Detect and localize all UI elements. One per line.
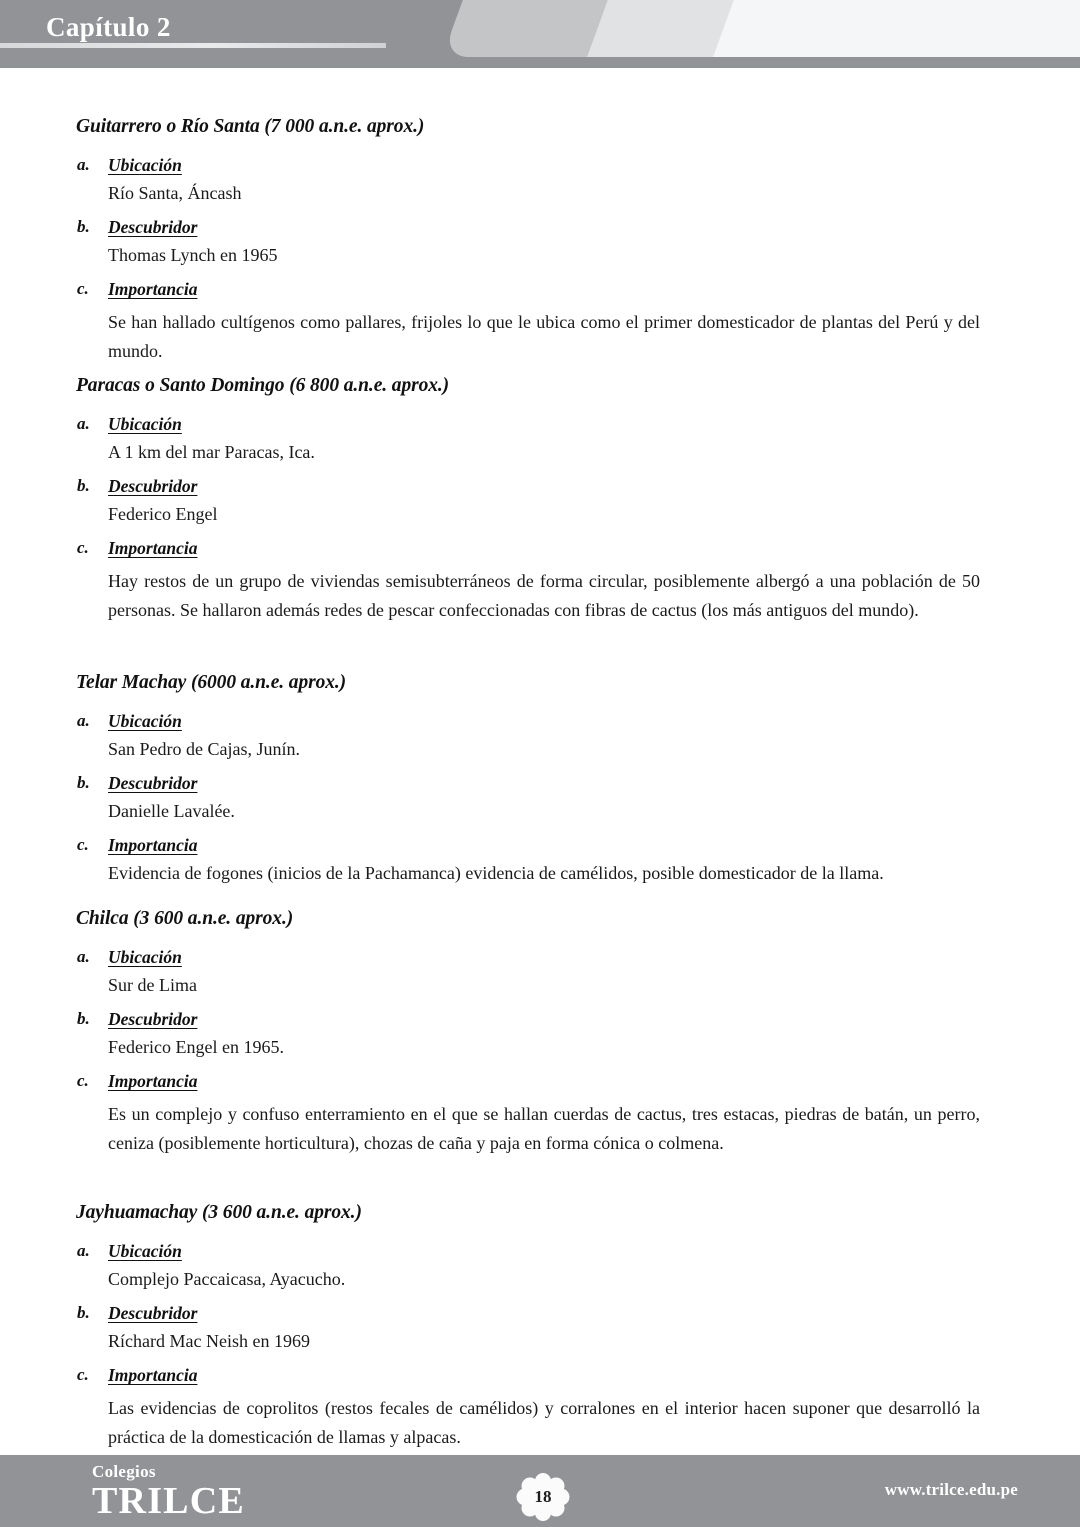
- section-item: [76, 279, 982, 366]
- item-marker: b.: [77, 476, 90, 496]
- item-body: [108, 217, 982, 270]
- item-text: A 1 km del mar Paracas, Ica.: [108, 442, 315, 462]
- logo-trilce-text: TRILCE: [92, 1480, 245, 1522]
- section: [76, 672, 982, 888]
- section-title: Telar Machay (6000 a.n.e. aprox.): [76, 672, 347, 693]
- page-number-badge: [516, 1472, 570, 1522]
- item-label: Ubicación: [108, 155, 182, 175]
- item-label: Ubicación: [108, 414, 182, 434]
- item-marker: c.: [77, 279, 89, 299]
- item-label: Ubicación: [108, 947, 182, 967]
- section-title: Paracas o Santo Domingo (6 800 a.n.e. aprox.): [76, 375, 450, 396]
- item-body: [108, 279, 982, 366]
- page-header: [0, 0, 1080, 68]
- section-item: [76, 217, 982, 270]
- item-label: Importancia: [108, 835, 198, 856]
- item-marker: c.: [77, 538, 89, 558]
- item-text: Hay restos de un grupo de viviendas semisubterráneos de forma circular, posiblemente albergó a una población de 50 personas. Se hallaron además redes de pescar confeccionadas con fibras de cactus (los más antiguos del mundo).: [108, 571, 980, 621]
- item-body: [108, 1009, 982, 1062]
- item-text: Sur de Lima: [108, 975, 197, 995]
- item-marker: c.: [77, 835, 89, 855]
- item-text: Federico Engel: [108, 504, 218, 525]
- item-label: Ubicación: [108, 711, 182, 731]
- item-marker: b.: [77, 1009, 90, 1029]
- item-label: Descubridor: [108, 217, 198, 238]
- section: [76, 375, 982, 626]
- item-text: Thomas Lynch en 1965: [108, 245, 278, 266]
- item-body: [108, 1303, 982, 1356]
- item-label: Descubridor: [108, 476, 198, 497]
- item-text: Ríchard Mac Neish en 1969: [108, 1331, 310, 1352]
- item-text: Danielle Lavalée.: [108, 801, 235, 822]
- section-item: [76, 476, 982, 529]
- header-band-3: [713, 0, 1080, 57]
- section-item: [76, 1303, 982, 1356]
- item-marker: c.: [77, 1071, 89, 1091]
- item-label: Ubicación: [108, 1241, 182, 1261]
- item-body: [108, 773, 982, 826]
- item-label: Importancia: [108, 279, 198, 300]
- section: [76, 116, 982, 367]
- item-body: [108, 1365, 982, 1452]
- item-body: [108, 1241, 982, 1294]
- section-item: [76, 773, 982, 826]
- section-title: Chilca (3 600 a.n.e. aprox.): [76, 908, 294, 929]
- section-title: Guitarrero o Río Santa (7 000 a.n.e. aprox.): [76, 116, 425, 137]
- item-marker: c.: [77, 1365, 89, 1385]
- item-body: [108, 155, 982, 208]
- item-text: Complejo Paccaicasa, Ayacucho.: [108, 1269, 346, 1289]
- item-body: [108, 711, 982, 764]
- section: [76, 1202, 982, 1453]
- section-item: [76, 538, 982, 625]
- item-label: Descubridor: [108, 1009, 198, 1030]
- section-item: [76, 711, 982, 764]
- section-item: [76, 1071, 982, 1158]
- item-marker: a.: [77, 711, 90, 730]
- item-marker: b.: [77, 773, 90, 793]
- item-body: [108, 538, 982, 625]
- chapter-title: Capítulo 2: [46, 12, 171, 42]
- section-item: [76, 947, 982, 1000]
- item-marker: b.: [77, 217, 90, 237]
- item-text: Se han hallado cultígenos como pallares, frijoles lo que le ubica como el primer domesticador de plantas del Perú y del mundo.: [108, 312, 980, 362]
- page-number-text: 18: [534, 1487, 552, 1506]
- item-body: [108, 1071, 982, 1158]
- item-text: Es un complejo y confuso enterramiento en el que se hallan cuerdas de cactus, tres estacas, piedras de batán, un perro, ceniza (posiblemente horticultura), chozas de caña y paja en forma cónica o colmena.: [108, 1104, 980, 1154]
- item-label: Importancia: [108, 1365, 198, 1386]
- section-item: [76, 1241, 982, 1294]
- item-text: Federico Engel en 1965.: [108, 1037, 284, 1058]
- item-text: Evidencia de fogones (inicios de la Pachamanca) evidencia de camélidos, posible domesticador de la llama.: [108, 863, 884, 884]
- item-text: San Pedro de Cajas, Junín.: [108, 739, 300, 759]
- section-item: [76, 1365, 982, 1452]
- section-item: [76, 835, 982, 888]
- trilce-logo: [92, 1463, 245, 1520]
- section-title: Jayhuamachay (3 600 a.n.e. aprox.): [76, 1202, 362, 1223]
- item-text: Río Santa, Áncash: [108, 183, 242, 203]
- item-marker: a.: [77, 414, 90, 433]
- item-marker: a.: [77, 155, 90, 174]
- item-body: [108, 414, 982, 467]
- section-item: [76, 1009, 982, 1062]
- header-underline-rule: [0, 43, 386, 48]
- item-label: Importancia: [108, 538, 198, 559]
- item-body: [108, 835, 982, 888]
- website-url: www.trilce.edu.pe: [884, 1480, 1018, 1499]
- section: [76, 908, 982, 1159]
- item-body: [108, 476, 982, 529]
- item-marker: b.: [77, 1303, 90, 1323]
- item-text: Las evidencias de coprolitos (restos fecales de camélidos) y corralones en el interior hacen suponer que desarrolló la práctica de la domesticación de llamas y alpacas.: [108, 1398, 980, 1448]
- item-body: [108, 947, 982, 1000]
- item-label: Importancia: [108, 1071, 198, 1092]
- logo-colegios-text: Colegios: [92, 1462, 156, 1481]
- section-item: [76, 155, 982, 208]
- item-label: Descubridor: [108, 773, 198, 794]
- item-marker: a.: [77, 947, 90, 966]
- item-marker: a.: [77, 1241, 90, 1260]
- item-label: Descubridor: [108, 1303, 198, 1324]
- section-item: [76, 414, 982, 467]
